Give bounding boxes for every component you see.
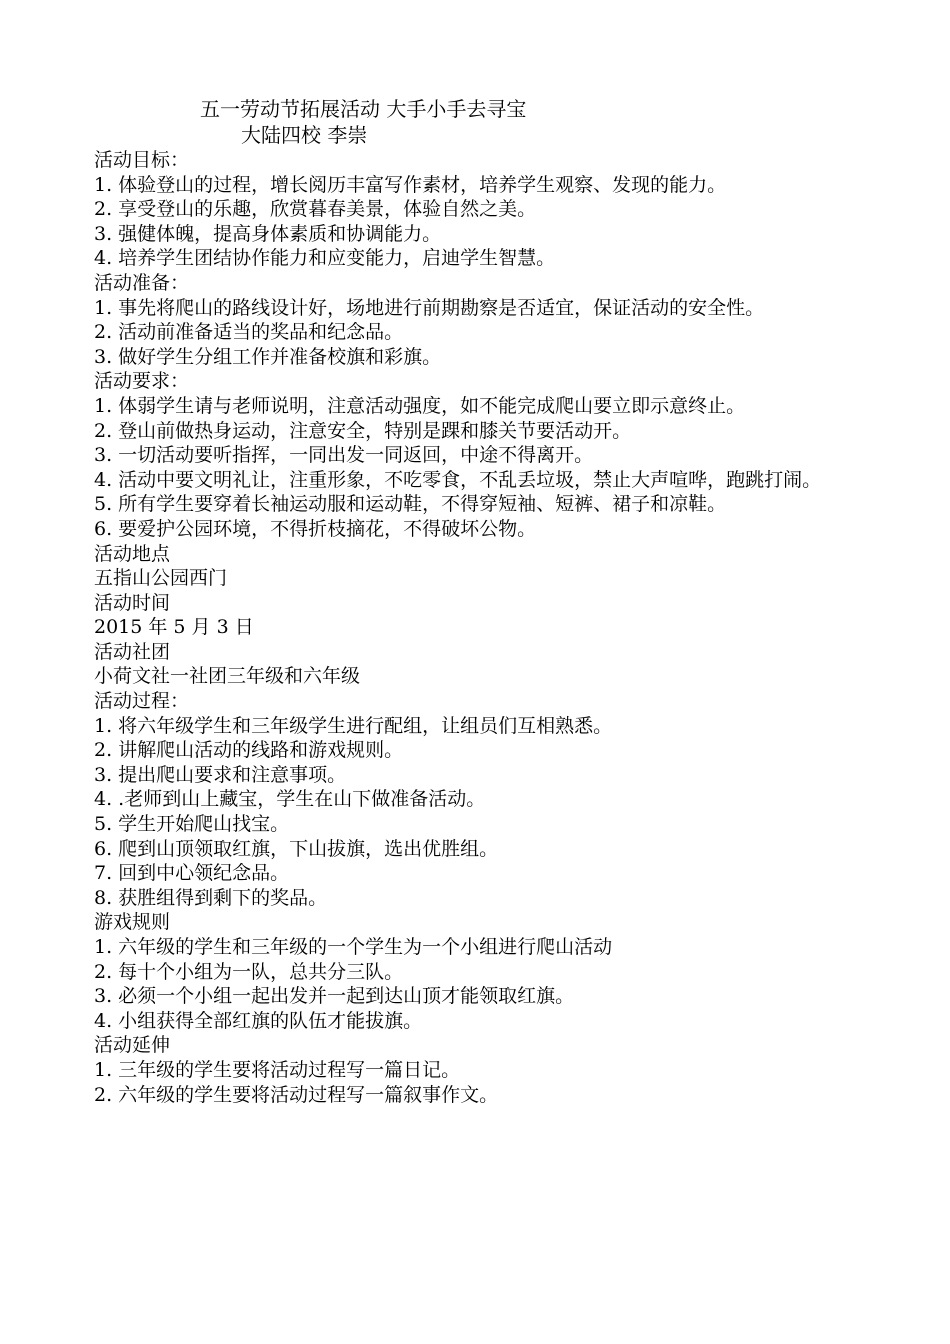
section-heading-process: 活动过程： bbox=[94, 690, 190, 713]
section-heading-club: 活动社团 bbox=[94, 640, 171, 663]
process-item: 8. 获胜组得到剩下的奖品。 bbox=[94, 886, 328, 909]
requirement-item: 3. 一切活动要听指挥，一同出发一同返回，中途不得离开。 bbox=[94, 444, 594, 467]
requirement-item: 5. 所有学生要穿着长袖运动服和运动鞋，不得穿短袖、短裤、裙子和凉鞋。 bbox=[94, 493, 727, 516]
section-heading-extension: 活动延伸 bbox=[94, 1034, 171, 1057]
location-text: 五指山公园西门 bbox=[94, 567, 228, 590]
process-item: 4. .老师到山上藏宝，学生在山下做准备活动。 bbox=[94, 788, 486, 811]
extension-item: 2. 六年级的学生要将活动过程写一篇叙事作文。 bbox=[94, 1083, 499, 1106]
document-title: 五一劳动节拓展活动 大手小手去寻宝 bbox=[200, 97, 527, 121]
requirement-item: 2. 登山前做热身运动，注意安全，特别是踝和膝关节要活动开。 bbox=[94, 419, 632, 442]
time-text: 2015 年 5 月 3 日 bbox=[94, 616, 254, 639]
process-item: 6. 爬到山顶领取红旗，下山拔旗，选出优胜组。 bbox=[94, 837, 499, 860]
section-heading-location: 活动地点 bbox=[94, 542, 171, 565]
process-item: 3. 提出爬山要求和注意事项。 bbox=[94, 763, 347, 786]
requirement-item: 1. 体弱学生请与老师说明，注意活动强度，如不能完成爬山要立即示意终止。 bbox=[94, 394, 746, 417]
goal-item: 2. 享受登山的乐趣，欣赏暮春美景，体验自然之美。 bbox=[94, 198, 537, 221]
rule-item: 2. 每十个小组为一队，总共分三队。 bbox=[94, 960, 404, 983]
section-heading-goals: 活动目标： bbox=[94, 149, 190, 171]
document-body bbox=[94, 96, 864, 1107]
extension-item: 1. 三年级的学生要将活动过程写一篇日记。 bbox=[94, 1058, 461, 1081]
goal-item: 3. 强健体魄，提高身体素质和协调能力。 bbox=[94, 222, 442, 245]
process-item: 1. 将六年级学生和三年级学生进行配组，让组员们互相熟悉。 bbox=[94, 714, 613, 737]
section-heading-game-rules: 游戏规则 bbox=[94, 911, 171, 934]
process-item: 2. 讲解爬山活动的线路和游戏规则。 bbox=[94, 739, 404, 762]
process-item: 7. 回到中心领纪念品。 bbox=[94, 862, 290, 885]
rule-item: 3. 必须一个小组一起出发并一起到达山顶才能领取红旗。 bbox=[94, 985, 575, 1008]
preparation-item: 3. 做好学生分组工作并准备校旗和彩旗。 bbox=[94, 345, 442, 368]
section-heading-preparation: 活动准备： bbox=[94, 271, 190, 294]
requirement-item: 6. 要爱护公园环境，不得折枝摘花，不得破坏公物。 bbox=[94, 517, 537, 540]
preparation-item: 2. 活动前准备适当的奖品和纪念品。 bbox=[94, 321, 404, 344]
preparation-item: 1. 事先将爬山的路线设计好，场地进行前期勘察是否适宜，保证活动的安全性。 bbox=[94, 296, 765, 319]
process-item: 5. 学生开始爬山找宝。 bbox=[94, 813, 290, 836]
rule-item: 4. 小组获得全部红旗的队伍才能拔旗。 bbox=[94, 1009, 423, 1032]
document-author: 大陆四校 李崇 bbox=[241, 123, 368, 147]
section-heading-time: 活动时间 bbox=[94, 591, 171, 614]
club-text: 小荷文社一社团三年级和六年级 bbox=[94, 665, 361, 688]
section-heading-requirements: 活动要求： bbox=[94, 370, 190, 393]
goal-item: 1. 体验登山的过程，增长阅历丰富写作素材，培养学生观察、发现的能力。 bbox=[94, 173, 727, 196]
requirement-item: 4. 活动中要文明礼让，注重形象，不吃零食，不乱丢垃圾，禁止大声喧哗，跑跳打闹。 bbox=[94, 468, 822, 491]
rule-item: 1. 六年级的学生和三年级的一个学生为一个小组进行爬山活动 bbox=[94, 936, 613, 958]
goal-item: 4. 培养学生团结协作能力和应变能力，启迪学生智慧。 bbox=[94, 247, 556, 270]
